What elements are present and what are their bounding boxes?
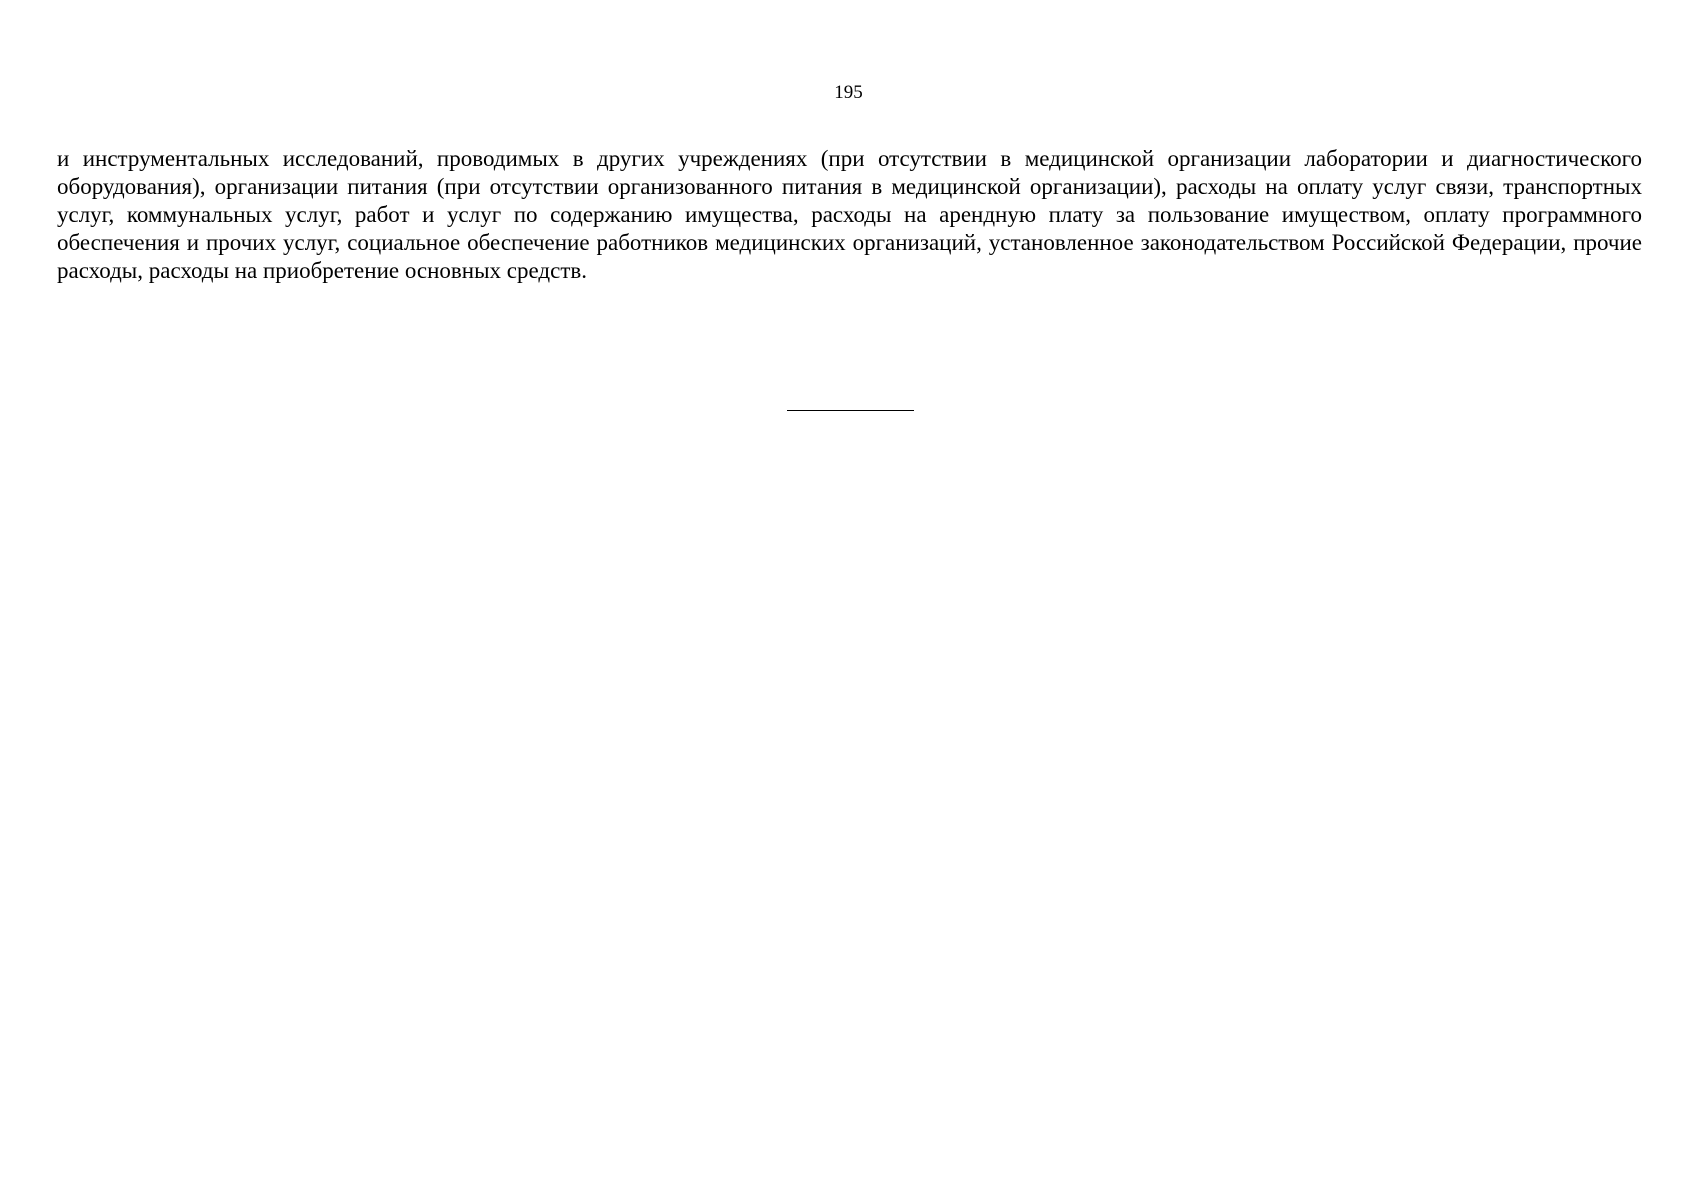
body-paragraph: и инструментальных исследований, проводимых в других учреждениях (при отсутствии в медицинской организации лаборатории и диагностического оборудования), организации питания (при отсутствии организованного питания в медицинской организации), расходы на оплату услуг связи, транспортных услуг, коммунальных услуг, работ и услуг по содержанию имущества, расходы на арендную плату за пользование имуществом, оплату программного обеспечения и прочих услуг, социальное обеспечение работников медицинских организаций, установленное законодательством Российской Федерации, прочие расходы, расходы на приобретение основных средств. [57,146,1642,283]
page-number: 195 [834,82,863,103]
end-of-document-rule [787,410,914,411]
